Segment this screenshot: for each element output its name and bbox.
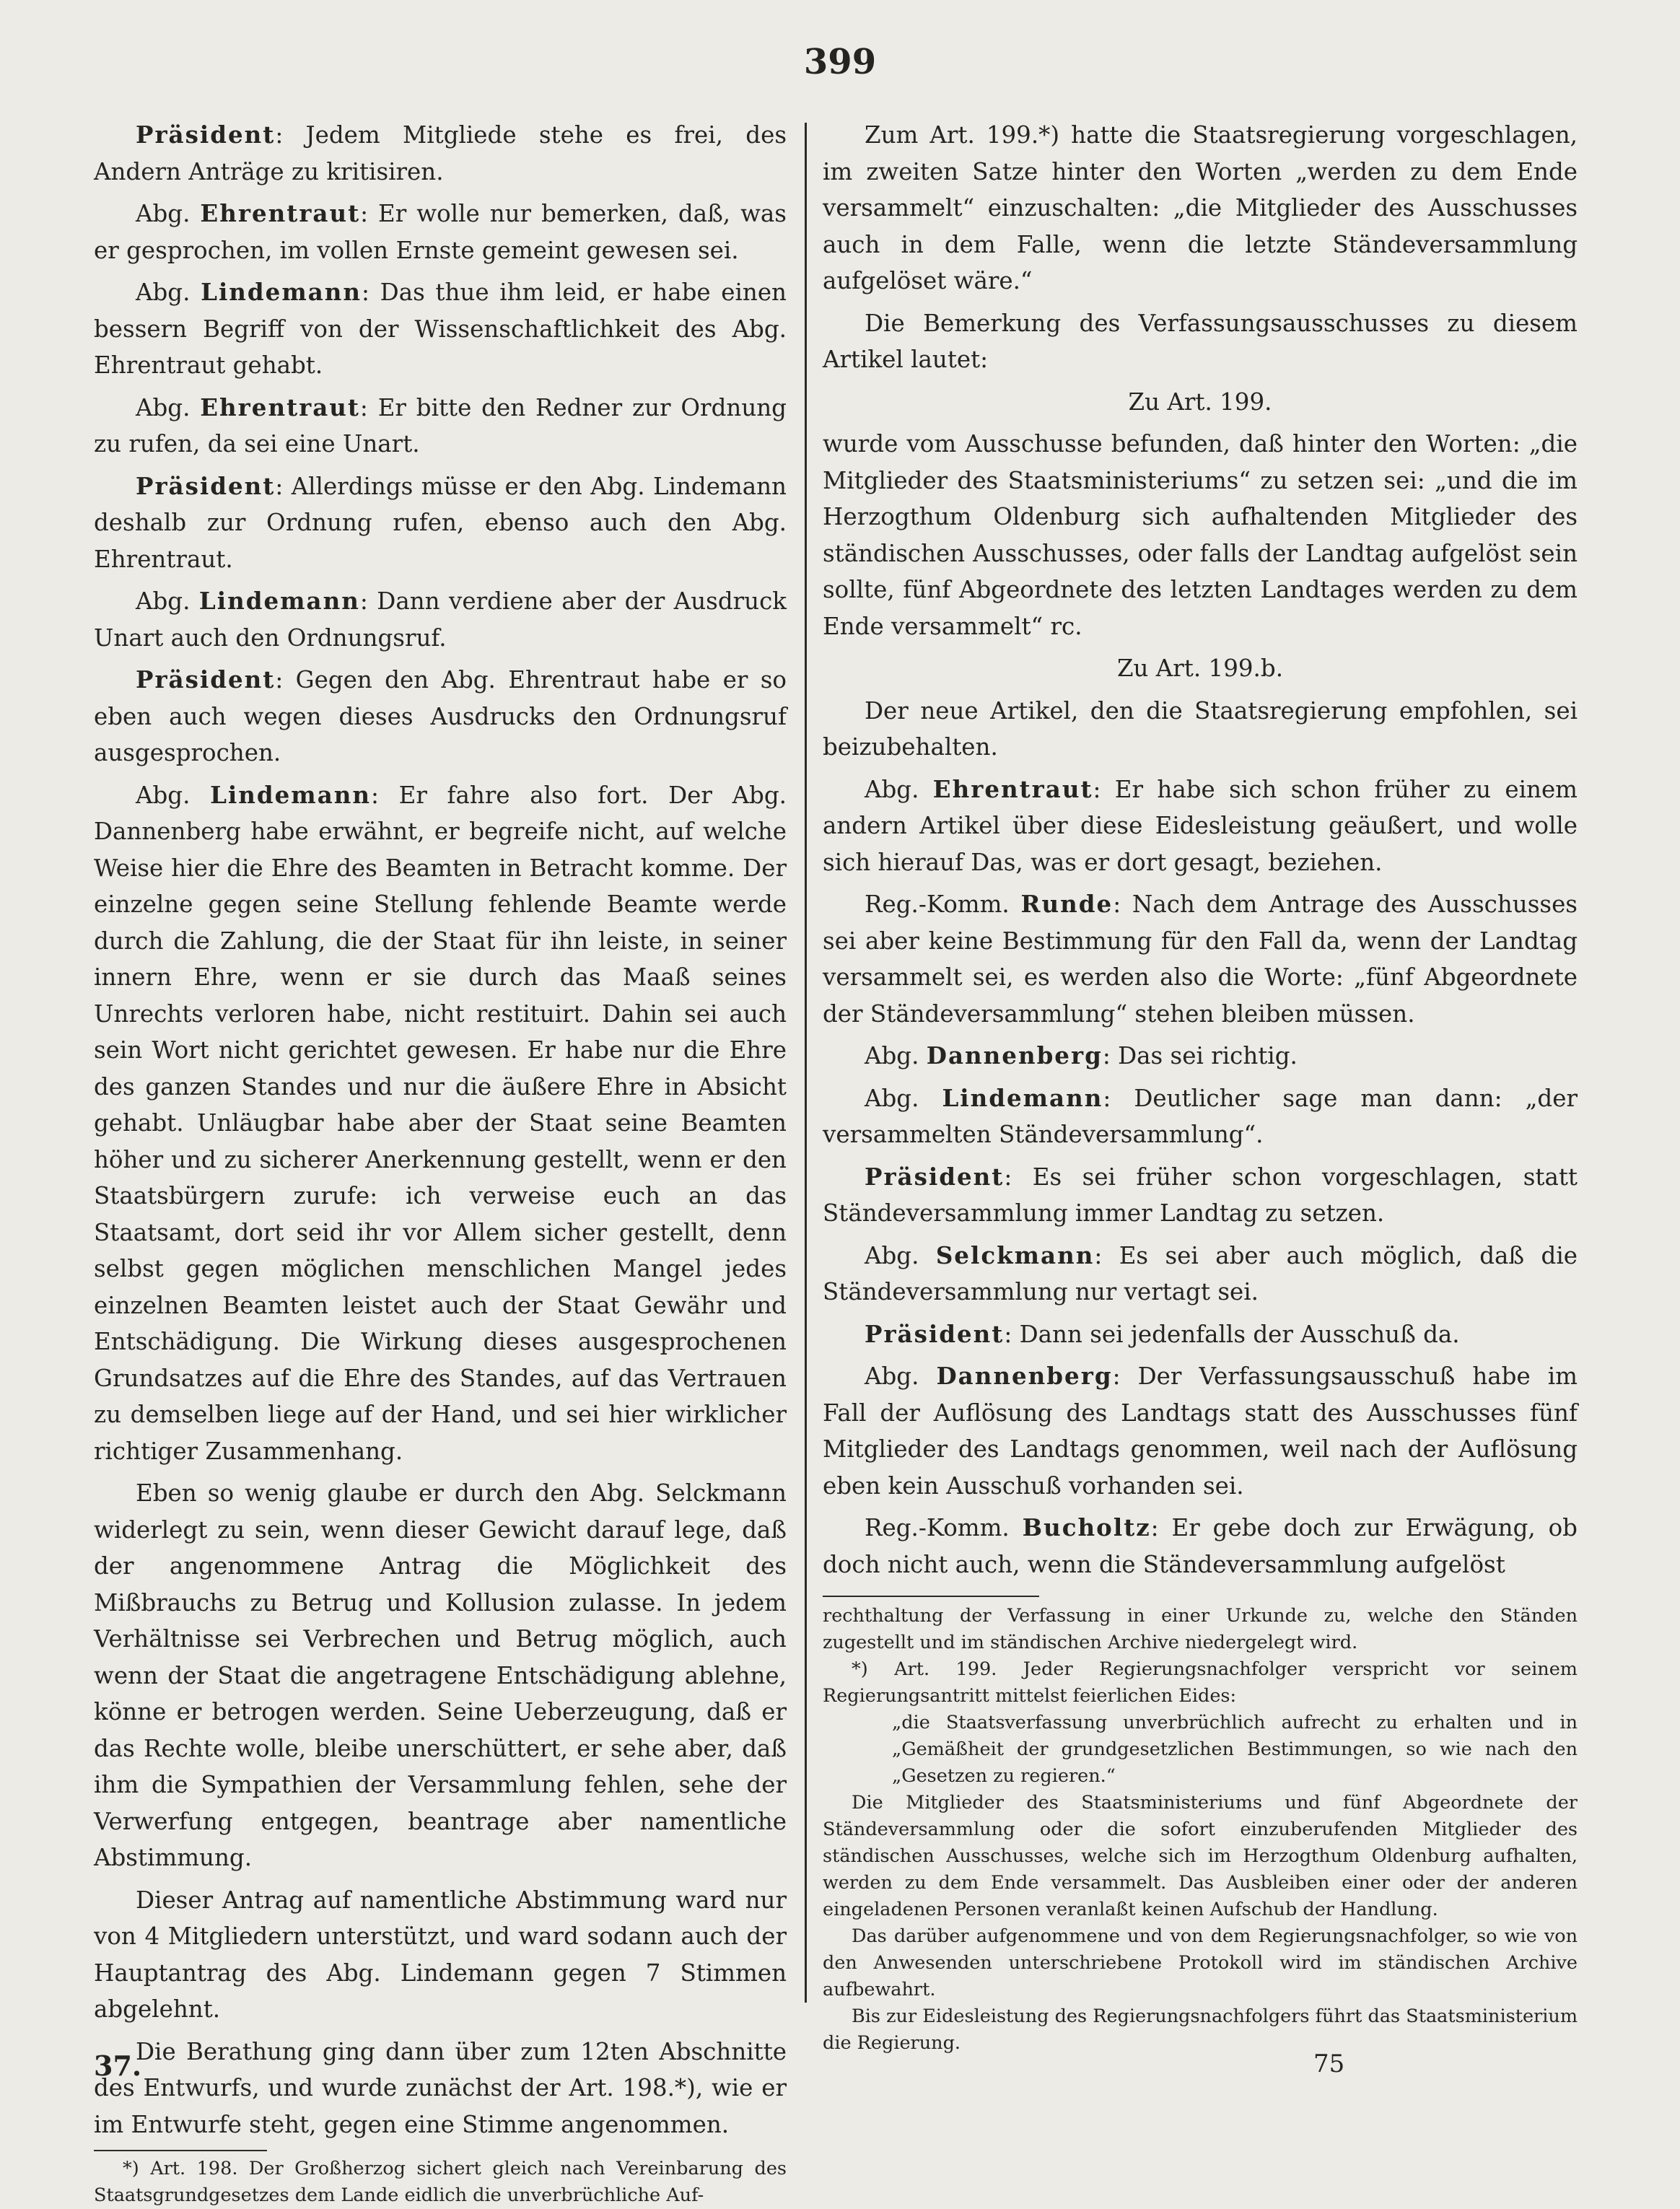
paragraph — [94, 196, 787, 268]
speaker-title: Abg. — [865, 775, 919, 803]
paragraph-text: : Gegen den Abg. Ehrentraut habe er so eben auch wegen dieses Ausdrucks den Ordnungsruf ausgesprochen. — [94, 666, 787, 766]
speaker-title: Abg. — [865, 1241, 919, 1269]
speaker-title: Abg. — [136, 393, 191, 421]
footnote-paragraph: rechthaltung der Verfassung in einer Urkunde zu, welche den Ständen zugestellt und im ständischen Archive niedergelegt wird. — [823, 1605, 1578, 1653]
footnote-paragraph: Die Mitglieder des Staatsministeriums und fünf Abgeordnete der Ständeversammlung oder die sofort einzuberufenden Mitglieder des ständischen Ausschusses, welche sich im Herzogthum Oldenburg aufhalten, werden zu dem Ende versammelt. Das Ausbleiben einer oder der anderen eingeladenen Personen veranlaßt keinen Aufschub der Handlung. — [823, 1792, 1578, 1920]
column-divider — [805, 123, 807, 2003]
paragraph — [94, 662, 787, 771]
speaker-title: Abg. — [136, 279, 191, 306]
paragraph — [94, 1475, 787, 1876]
paragraph-text: Der neue Artikel, den die Staatsregierung empfohlen, sei beizubehalten. — [823, 696, 1578, 761]
paragraph — [823, 1159, 1578, 1232]
paragraph — [823, 426, 1578, 644]
paragraph — [94, 583, 787, 656]
left-column — [94, 117, 787, 2209]
paragraph-text: Eben so wenig glaube er durch den Abg. Selckmann widerlegt zu sein, wenn dieser Gewicht darauf lege, daß der angenommene Antrag die Möglichkeit des Mißbrauchs zu Betrug und Kollusion zulasse. In jedem Verhältnisse sei Verbrechen und Betrug möglich, auch wenn der Staat die angetragene Entschädigung ablehne, könne er betrogen werden. Seine Ueberzeugung, daß er das Rechte wolle, bleibe unerschüttert, er sehe aber, daß ihm die Sympathien der Versammlung fehlen, sehe der Verwerfung entgegen, beantrage aber namentliche Abstimmung. — [94, 1479, 787, 1871]
paragraph — [94, 1882, 787, 2028]
paragraph — [823, 693, 1578, 766]
paragraph-text: : Das sei richtig. — [1102, 1042, 1298, 1069]
paragraph — [823, 1238, 1578, 1311]
paragraph-text: : Er fahre also fort. Der Abg. Dannenberg habe erwähnt, er begreife nicht, auf welche Weise hier die Ehre des Beamten in Betracht komme. Der einzelne gegen seine Stellung fehlende Beamte werde durch die Zahlung, die der Staat für ihn leiste, in seiner innern Ehre, wenn er sie durch das Maaß seines Unrechts verloren habe, nicht restituirt. Dahin sei auch sein Wort nicht gerichtet gewesen. Er habe nur die Ehre des ganzen Standes und nur die äußere Ehre in Absicht gehabt. Unläugbar habe aber der Staat seine Beamten höher und zu sicherer Anerkennung gestellt, wenn er den Staatsbürgern zurufe: ich verweise euch an das Staatsamt, dort seid ihr vor Allem sicher gestellt, denn selbst gegen möglichen menschlichen Mangel jedes einzelnen Beamten leistet auch der Staat Gewähr und Entschädigung. Die Wirkung dieses ausgesprochenen Grundsatzes auf die Ehre des Standes, auf das Vertrauen zu demselben liege auf der Hand, und sei hier wirklicher richtiger Zusammenhang. — [94, 781, 787, 1465]
paragraph — [823, 771, 1578, 881]
paragraph-text: : Es sei früher schon vorgeschlagen, statt Ständeversammlung immer Landtag zu setzen. — [823, 1163, 1578, 1227]
signature-mark: 37. — [94, 2050, 142, 2082]
speaker-name: Bucholtz — [1022, 1513, 1151, 1541]
paragraph — [94, 274, 787, 384]
speaker-title: Reg.-Komm. — [865, 891, 1010, 918]
right-footnotes — [823, 1603, 1578, 2057]
speaker-name: Lindemann — [198, 587, 360, 615]
speaker-name: Ehrentraut — [200, 199, 361, 227]
speaker-name: Selckmann — [935, 1241, 1095, 1269]
speaker-name: Lindemann — [201, 278, 362, 306]
paragraph-text: : Deutlicher sage man dann: „der versammelten Ständeversammlung“. — [823, 1084, 1578, 1148]
paragraph — [94, 777, 787, 1470]
speaker-title: Abg. — [865, 1042, 919, 1069]
paragraph-text: Die Bemerkung des Verfassungsausschusses zu diesem Artikel lautet: — [823, 309, 1578, 373]
paragraph-text: : Er wolle nur bemerken, daß, was er gesprochen, im vollen Ernste gemeint gewesen sei. — [94, 200, 787, 264]
left-footnote — [94, 2156, 787, 2209]
page-number: 399 — [803, 42, 877, 82]
speaker-name: Präsident — [136, 121, 276, 149]
paragraph-text: : Nach dem Antrage des Ausschusses sei aber keine Bestimmung für den Fall da, wenn der Landtag versammelt sei, es werden also die Worte: „fünf Abgeordnete der Ständeversammlung“ stehen bleiben müssen. — [823, 891, 1578, 1028]
paragraph — [823, 1038, 1578, 1075]
paragraph-text: : Er habe sich schon früher zu einem andern Artikel über diese Eidesleistung geäußert, und wolle sich hierauf Das, was er dort gesagt, beziehen. — [823, 775, 1578, 876]
paragraph-text: : Dann sei jedenfalls der Ausschuß da. — [1004, 1320, 1460, 1348]
section-heading: Zu Art. 199. — [1128, 388, 1272, 416]
paragraph — [823, 1510, 1578, 1583]
paragraph-text: Dieser Antrag auf namentliche Abstimmung ward nur von 4 Mitgliedern unterstützt, und ward sodann auch der Hauptantrag des Abg. Lindemann gegen 7 Stimmen abgelehnt. — [94, 1886, 787, 2023]
paragraph-text: : Allerdings müsse er den Abg. Lindemann deshalb zur Ordnung rufen, ebenso auch den Abg. Ehrentraut. — [94, 472, 787, 573]
speaker-name: Präsident — [136, 665, 276, 694]
speaker-title: Abg. — [136, 781, 191, 809]
paragraph — [823, 1080, 1578, 1153]
paragraph — [823, 1316, 1578, 1353]
paragraph-text: : Es sei aber auch möglich, daß die Ständeversammlung nur vertagt sei. — [823, 1241, 1578, 1305]
left-footnote-rule — [94, 2150, 267, 2151]
paragraph — [823, 117, 1578, 299]
speaker-name: Runde — [1020, 890, 1114, 918]
paragraph-text: wurde vom Ausschusse befunden, daß hinter den Worten: „die Mitglieder des Staatsministeriums“ zu setzen sei: „und die im Herzogthum Oldenburg sich aufhaltenden Mitglieder des ständischen Ausschusses, oder falls der Landtag aufgelöst sein sollte, fünf Abgeordnete des letzten Landtages werden zu dem Ende versammelt“ rc. — [823, 430, 1578, 640]
paragraph-text: : Er bitte den Redner zur Ordnung zu rufen, da sei eine Unart. — [94, 393, 787, 458]
paragraph — [94, 117, 787, 190]
paragraph — [94, 390, 787, 463]
paragraph-text: Die Berathung ging dann über zum 12ten Abschnitte des Entwurfs, und wurde zunächst der Art. 198.*), wie er im Entwurfe steht, gegen eine Stimme angenommen. — [94, 2037, 787, 2138]
sheet-number: 75 — [1313, 2050, 1345, 2078]
paragraph-text: : Er gebe doch zur Erwägung, ob doch nicht auch, wenn die Ständeversammlung aufgelöst — [823, 1514, 1578, 1578]
footnote-paragraph: *) Art. 199. Jeder Regierungsnachfolger verspricht vor seinem Regierungsantritt mittelst feierlichen Eides: — [823, 1658, 1578, 1707]
speaker-name: Ehrentraut — [932, 774, 1093, 803]
footnote-paragraph: „die Staatsverfassung unverbrüchlich aufrecht zu erhalten und in „Gemäßheit der grundgesetzlichen Bestimmungen, so wie nach den „Gesetzen zu regieren.“ — [892, 1712, 1578, 1787]
footnote-paragraph: Das darüber aufgenommene und von dem Regierungsnachfolger, so wie von den Anwesenden unterschriebene Protokoll wird im ständischen Archive aufbewahrt. — [823, 1925, 1578, 2000]
paragraph — [823, 1358, 1578, 1504]
right-column-body — [823, 117, 1578, 1583]
paragraph-text: : Das thue ihm leid, er habe einen bessern Begriff von der Wissenschaftlichkeit des Abg. Ehrentraut gehabt. — [94, 279, 787, 379]
speaker-name: Ehrentraut — [200, 393, 360, 421]
paragraph — [94, 468, 787, 578]
speaker-title: Abg. — [865, 1362, 919, 1390]
speaker-name: Lindemann — [942, 1083, 1103, 1112]
speaker-name: Präsident — [865, 1162, 1005, 1191]
paragraph-text: : Jedem Mitgliede stehe es frei, des Andern Anträge zu kritisiren. — [94, 121, 787, 185]
speaker-title: Abg. — [136, 587, 191, 615]
speaker-title: Abg. — [136, 200, 191, 227]
paragraph-text: : Der Verfassungsausschuß habe im Fall der Auflösung des Landtags statt des Ausschusses fünf Mitglieder des Landtags genommen, weil nach der Auflösung eben kein Ausschuß vorhanden sei. — [823, 1362, 1578, 1500]
section-heading: Zu Art. 199.b. — [1116, 655, 1284, 682]
right-column — [823, 117, 1578, 2057]
speaker-name: Dannenberg — [936, 1362, 1113, 1390]
right-footnote-rule — [823, 1596, 1039, 1597]
paragraph-text: : Dann verdiene aber der Ausdruck Unart auch den Ordnungsruf. — [94, 587, 787, 652]
paragraph — [823, 305, 1578, 378]
left-column-body — [94, 117, 787, 2143]
speaker-title: Reg.-Komm. — [865, 1514, 1010, 1541]
paragraph — [94, 2034, 787, 2143]
paragraph — [823, 886, 1578, 1032]
footnote-text: *) Art. 198. Der Großherzog sichert gleich nach Vereinbarung des Staatsgrundgesetzes dem Lande eidlich die unverbrüchliche Auf- — [94, 2158, 787, 2206]
footnote-paragraph: Bis zur Eidesleistung des Regierungsnachfolgers führt das Staatsministerium die Regierung. — [823, 2005, 1578, 2054]
speaker-name: Dannenberg — [926, 1041, 1103, 1069]
speaker-name: Lindemann — [210, 780, 372, 809]
paragraph-text: Zum Art. 199.*) hatte die Staatsregierung vorgeschlagen, im zweiten Satze hinter den Worten „werden zu dem Ende versammelt“ einzuschalten: „die Mitglieder des Ausschusses auch in dem Falle, wenn die letzte Ständeversammlung aufgelöset wäre.“ — [823, 121, 1578, 294]
speaker-title: Abg. — [865, 1084, 919, 1112]
speaker-name: Präsident — [865, 1319, 1005, 1348]
speaker-name: Präsident — [136, 471, 276, 500]
